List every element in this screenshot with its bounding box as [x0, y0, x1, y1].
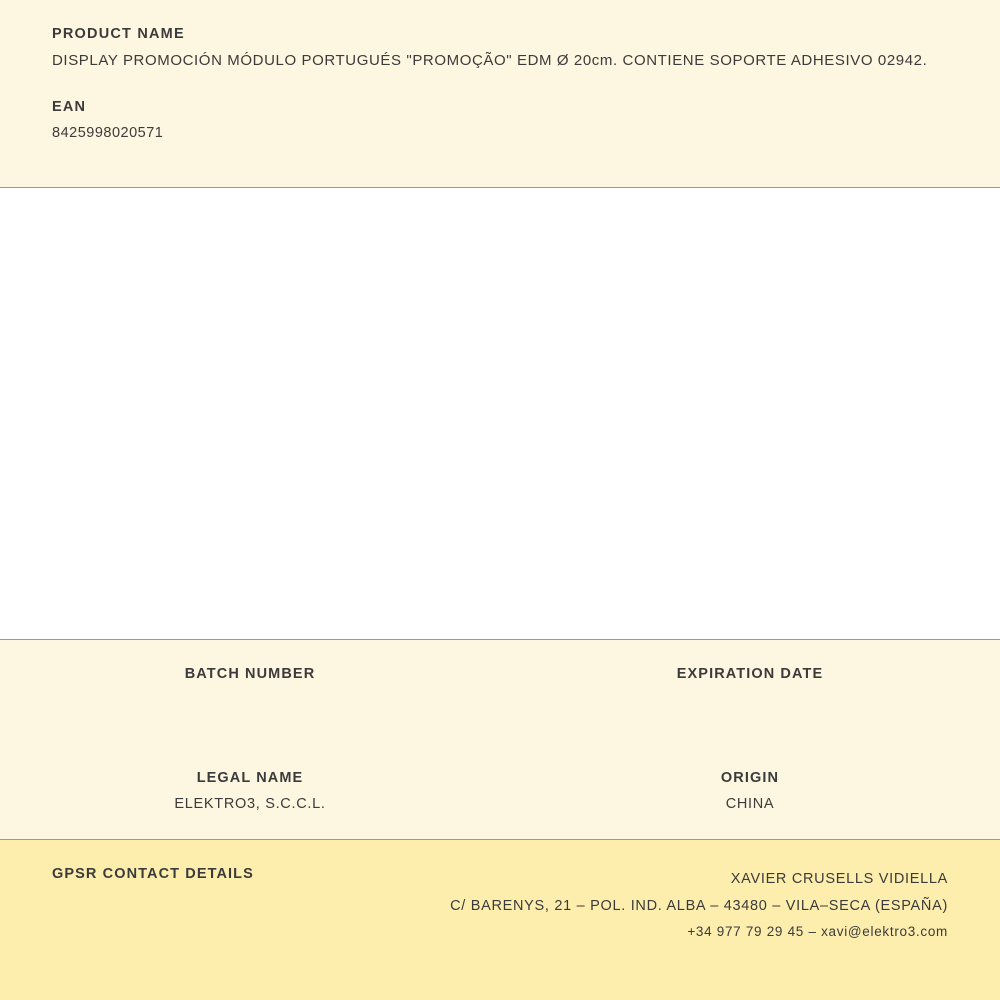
- legal-name-value: ELEKTRO3, S.C.C.L.: [174, 796, 326, 812]
- product-header-block: [0, 0, 1000, 188]
- gpsr-contact-name: XAVIER CRUSELLS VIDIELLA: [730, 871, 948, 887]
- product-name-value: DISPLAY PROMOCIÓN MÓDULO PORTUGUÉS "PROMOÇÃO" EDM Ø 20cm. CONTIENE SOPORTE ADHESIVO 02942.: [52, 52, 928, 69]
- ean-group: [52, 99, 948, 141]
- legal-name-label: LEGAL NAME: [196, 770, 304, 786]
- origin-cell: [500, 770, 1000, 814]
- batch-number-cell: [0, 666, 500, 710]
- gpsr-contact-details: [450, 866, 948, 945]
- origin-label: ORIGIN: [720, 770, 780, 786]
- ean-label: EAN: [52, 99, 87, 115]
- batch-number-label: BATCH NUMBER: [184, 666, 316, 682]
- product-name-label: PRODUCT NAME: [52, 26, 185, 42]
- gpsr-footer: [0, 840, 1000, 1000]
- details-row-batch: [0, 666, 1000, 710]
- gpsr-contact-label: GPSR CONTACT DETAILS: [52, 866, 254, 882]
- details-row-legal: [0, 770, 1000, 814]
- product-image-area: [0, 188, 1000, 640]
- origin-value: CHINA: [725, 796, 775, 812]
- expiration-date-cell: [500, 666, 1000, 710]
- product-details-block: [0, 640, 1000, 840]
- ean-value: 8425998020571: [52, 125, 164, 141]
- gpsr-contact-phone-email: +34 977 79 29 45 – xavi@elektro3.com: [687, 923, 948, 939]
- expiration-date-label: EXPIRATION DATE: [676, 666, 824, 682]
- batch-number-value: [0, 692, 500, 710]
- legal-name-cell: [0, 770, 500, 814]
- expiration-date-value: [500, 692, 1000, 710]
- gpsr-contact-address: C/ BARENYS, 21 – POL. IND. ALBA – 43480 – VILA–SECA (ESPAÑA): [450, 897, 948, 914]
